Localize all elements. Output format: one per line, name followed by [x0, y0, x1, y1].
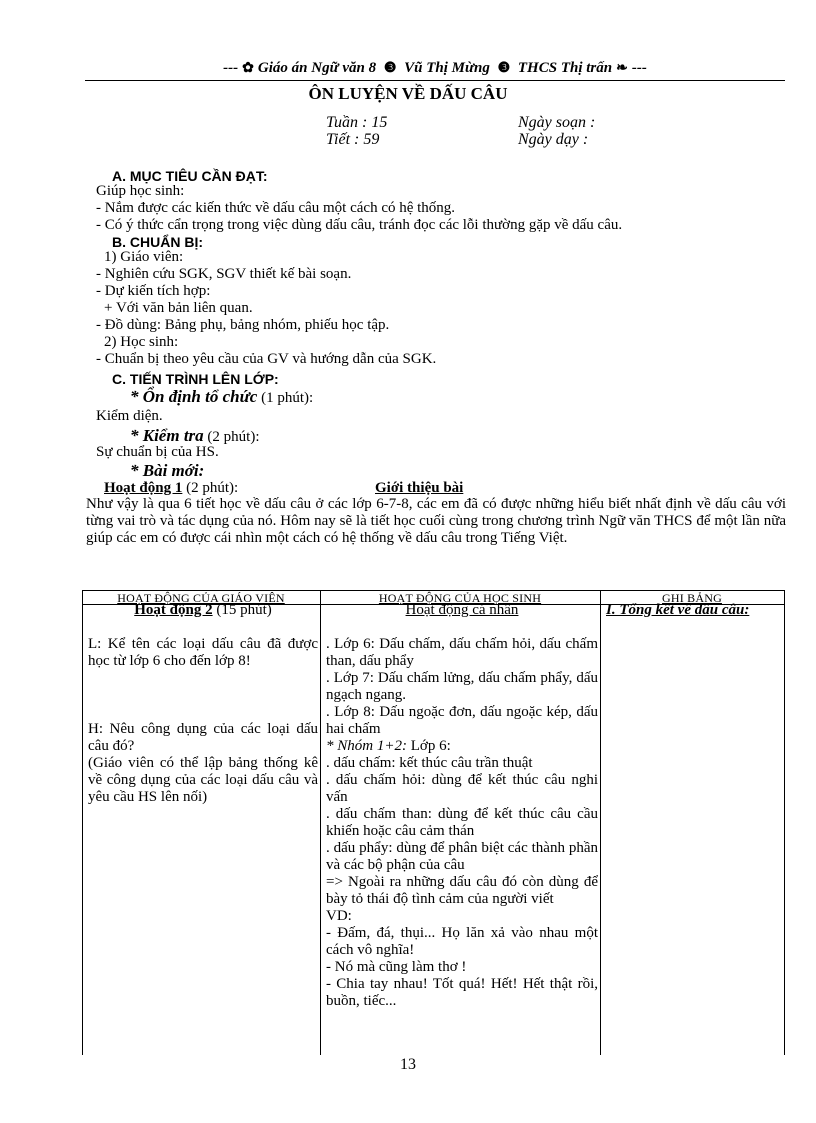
student-answer-grade8: . Lớp 8: Dấu ngoặc đơn, dấu ngoặc kép, dấu hai chấm — [326, 704, 598, 737]
lesson-title: ÔN LUYỆN VỀ DẤU CÂU — [308, 84, 508, 103]
body-line: + Với văn bản liên quan. — [104, 300, 253, 316]
step-check-label: * Kiểm tra — [130, 426, 204, 445]
step-new-lesson — [130, 462, 204, 481]
body-line: - Nắm được các kiến thức về dấu câu một cách có hệ thống. — [96, 200, 456, 216]
period-label: Tiết : 59 — [326, 131, 380, 148]
usage-question-mark: . dấu chấm hỏi: dùng để kết thúc câu nghi vấn — [326, 772, 598, 805]
teacher-question-2: H: Nêu công dụng của các loại dấu câu đó? — [88, 721, 318, 754]
body-line: Giúp học sinh: — [96, 183, 185, 199]
teacher-note: (Giáo viên có thể lập bảng thống kê về công dụng của các loại dấu câu và yêu cầu HS lên nối) — [88, 755, 318, 805]
student-column — [326, 602, 598, 1010]
activity-1-label: Hoạt động 1 — [104, 480, 183, 496]
section-heading: A. MỤC TIÊU CẦN ĐẠT: — [112, 168, 268, 184]
section-heading: B. CHUẨN BỊ: — [112, 234, 203, 250]
page-header — [85, 60, 785, 77]
activity-2-line — [88, 602, 318, 619]
step-check-time: (2 phút): — [203, 429, 260, 445]
table-right-border — [784, 590, 785, 1055]
header-subject: Giáo án Ngữ văn 8 — [257, 60, 377, 76]
intro-paragraph: Như vậy là qua 6 tiết học về dấu câu ở các lớp 6-7-8, các em đã có được những hiểu biết nhất định về dấu câu với từng vai trò và tác dụng của nó. Hôm nay sẽ là tiết học cuối cùng trong chương trình Ngữ văn THCS để một lần nữa giúp các em có được cái nhìn một cách có hệ thống về dấu câu trong Tiếng Việt. — [86, 496, 786, 546]
usage-comma: . dấu phẩy: dùng để phân biệt các thành phần và các bộ phận của câu — [326, 840, 598, 873]
floral-ornament-icon: ❧ — [616, 61, 628, 76]
table-col-divider-2 — [600, 590, 601, 1055]
activity-2-label: Hoạt động 2 — [134, 602, 213, 618]
flower-ornament-icon: ✿ — [242, 61, 254, 76]
activity-1-line — [104, 480, 238, 497]
step-new-lesson-label: * Bài mới: — [130, 461, 205, 480]
usage-exclamation: . dấu chấm than: dùng để kết thúc câu cầu khiến hoặc câu cảm thán — [326, 806, 598, 839]
body-line: - Có ý thức cẩn trọng trong việc dùng dấu câu, tránh đọc các lỗi thường gặp về dấu câu. — [96, 217, 623, 233]
body-line: - Dự kiến tích hợp: — [96, 283, 211, 299]
step-organize-time: (1 phút): — [257, 390, 314, 406]
header-dashes-left: --- — [223, 60, 239, 76]
step-organize-note: Kiểm diện. — [96, 408, 163, 424]
lesson-table — [82, 590, 784, 1055]
table-left-border — [82, 590, 83, 1055]
intro-heading-text: Giới thiệu bài — [375, 480, 464, 496]
table-header-teacher: HOẠT ĐỘNG CỦA GIÁO VIÊN — [117, 591, 285, 605]
example-3: - Chia tay nhau! Tốt quá! Hết! Hết thật rồi, buồn, tiếc... — [326, 976, 598, 1009]
example-1: - Đấm, đá, thụi... Họ lăn xả vào nhau một cách vô nghĩa! — [326, 925, 598, 958]
activity-1-time: (2 phút): — [182, 480, 239, 496]
table-header-notes: GHI BẢNG — [662, 591, 722, 605]
header-dashes-right: --- — [631, 60, 647, 76]
example-label: VD: — [326, 908, 352, 924]
student-answer-grade7: . Lớp 7: Dấu chấm lửng, dấu chấm phẩy, dấu ngạch ngang. — [326, 670, 598, 703]
body-line: - Đồ dùng: Bảng phụ, bảng nhóm, phiếu học tập. — [96, 317, 390, 333]
teacher-question-1: L: Kể tên các loại dấu câu đã được học từ lớp 6 cho đến lớp 8! — [88, 636, 318, 669]
group-line — [326, 738, 598, 755]
body-line: 1) Giáo viên: — [104, 249, 184, 265]
teacher-column — [88, 602, 318, 806]
usage-period: . dấu chấm: kết thúc câu trần thuật — [326, 755, 533, 771]
header-divider — [85, 80, 785, 81]
group-label: * Nhóm 1+2: — [326, 738, 407, 754]
intro-heading — [375, 480, 463, 497]
header-school: THCS Thị trấn — [517, 60, 613, 76]
step-organize-label: * Ổn định tổ chức — [130, 387, 258, 406]
body-line: 2) Học sinh: — [104, 334, 179, 350]
numbered-circle-icon: ❸ — [383, 61, 397, 76]
week-label: Tuần : 15 — [326, 114, 388, 131]
table-header-student: HOẠT ĐỘNG CỦA HỌC SINH — [378, 591, 542, 605]
student-answer-grade6: . Lớp 6: Dấu chấm, dấu chấm hỏi, dấu chấm than, dấu phẩy — [326, 636, 598, 669]
example-2: - Nó mà cũng làm thơ ! — [326, 959, 467, 975]
table-col-divider-1 — [320, 590, 321, 1055]
step-check-note: Sự chuẩn bị của HS. — [96, 444, 219, 460]
teach-date-label: Ngày dạy : — [518, 131, 589, 148]
page-number: 13 — [400, 1056, 416, 1073]
header-teacher: Vũ Thị Mừng — [404, 60, 490, 76]
step-organize — [130, 388, 313, 407]
student-activity-heading: Hoạt động cá nhân — [405, 602, 519, 618]
notes-column — [606, 602, 782, 619]
section-heading: C. TIẾN TRÌNH LÊN LỚP: — [112, 371, 279, 387]
activity-2-time: (15 phút) — [212, 602, 272, 618]
notes-heading: I. Tổng kết về dấu câu: — [606, 602, 750, 618]
group-text: Lớp 6: — [406, 738, 451, 754]
usage-emotion: => Ngoài ra những dấu câu đó còn dùng để bày tỏ thái độ tình cảm của người viết — [326, 874, 598, 907]
numbered-circle-icon: ❸ — [497, 61, 511, 76]
body-line: - Nghiên cứu SGK, SGV thiết kế bài soạn. — [96, 266, 352, 282]
body-line: - Chuẩn bị theo yêu cầu của GV và hướng dẫn của SGK. — [96, 351, 437, 367]
prep-date-label: Ngày soạn : — [518, 114, 596, 131]
